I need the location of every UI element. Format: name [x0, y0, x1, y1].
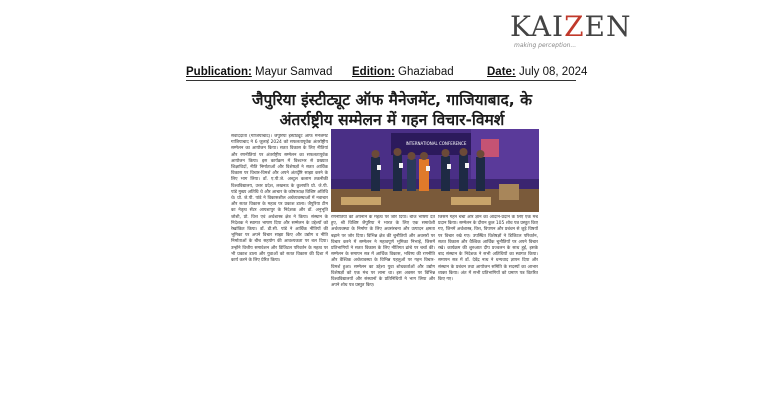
headline-line-2: अंतर्राष्ट्रीय सम्मेलन में गहन विचार-विमर्श [279, 111, 505, 129]
edition-field [352, 66, 454, 78]
publication-value: Mayur Samvad [255, 66, 333, 78]
kaizen-logo [510, 8, 632, 49]
article-column-2: रणनीतियों को अपनाने के महत्व पर जोर दिया। बीज भाषण देते हुए, श्री विशिष्ट जैपुरिया ने भारत के लिए एक समावेशी अर्थव्यवस्था के निर्माण के लिए अवसंरचना और उत्पादन क्षमता बढ़ाने पर जोर दिया। विभिन्न क्षेत्र की चुनौतियों और अवसरों पर विचार करने में सम्मेलन ने महत्वपूर्ण भूमिका निभाई, जिसमें प्रतिभागियों ने सतत विकास के लिए नीतिगत ढांचे पर चर्चा की। सम्मेलन के समापन सत्र में आर्थिक विकास, भविष्य की रणनीति और वैश्विक अर्थव्यवस्था के विभिन्न पहलुओं पर गहन विचार-विमर्श हुआ। सम्मेलन का उद्देश्य युवा शोधकर्ताओं और उद्योग विशेषज्ञों को एक मंच पर लाना था। इस अवसर पर विभिन्न विश्वविद्यालयों और संस्थानों के प्रतिनिधियों ने भाग लिया और अपने शोध पत्र प्रस्तुत किए। [331, 215, 435, 289]
meta-divider [186, 80, 576, 81]
headline-line-1: जैपुरिया इंस्टीट्यूट ऑफ मैनेजमेंट, गाजियाबाद, के [252, 91, 532, 109]
edition-value: Ghaziabad [398, 66, 454, 78]
date-value: July 08, 2024 [518, 66, 588, 78]
event-photo [331, 129, 539, 212]
publication-field [186, 66, 332, 78]
logo-word-post: EN [584, 10, 632, 43]
article-column-3: जिसमें गहन चर्चा और ज्ञान का आदान-प्रदान के लिए एक मंच प्रदान किया। सम्मेलन के दौरान कुल 105 शोध पत्र प्रस्तुत किए गए, जिनमें अर्थशास्त्र, वित्त, विपणन और प्रबंधन से जुड़े विषयों पर विचार रखे गए। उपस्थित विशेषज्ञों ने डिजिटल परिवर्तन, सतत विकास और वैश्विक आर्थिक चुनौतियों पर अपने विचार रखे। कार्यक्रम की शुरुआत दीप प्रज्वलन के साथ हुई, इसके बाद संस्थान के निदेशक ने सभी अतिथियों का स्वागत किया। समापन सत्र में डॉ. देवेंद्र नाथ ने धन्यवाद ज्ञापन दिया और संस्थान के प्रबंधन तथा आयोजन समिति के सदस्यों का आभार व्यक्त किया। अंत में सभी प्रतिभागियों को प्रमाण पत्र वितरित किए गए। [438, 215, 538, 283]
date-label: Date: [487, 66, 516, 78]
logo-word-pre: KAI [510, 10, 565, 43]
edition-label: Edition: [352, 66, 395, 78]
logo-wordmark [510, 10, 632, 43]
logo-tagline: making perception... [514, 42, 577, 49]
article-column-1: संवाददाता (गाजियाबाद)। जैपुरिया इंस्टीट्यूट ऑफ मैनेजमेंट गाजियाबाद ने 6 जुलाई 2024 को सफलतापूर्वक अंतर्राष्ट्रीय सम्मेलन का आयोजन किया। सतत विकास के लिए नीतियां और रणनीतियां पर अंतर्राष्ट्रीय सम्मेलन का सफलतापूर्वक आयोजन किया। इस कार्यक्रम में विश्वभर से प्रख्यात शिक्षाविदों, नीति निर्माताओं और विशेषज्ञों ने सतत आर्थिक विकास पर विचार-विमर्श और अपने अंतर्दृष्टि साझा करने के लिए भाग लिया। डॉ. ए.पी.जे. अब्दुल कलाम तकनीकी विश्वविद्यालय, उत्तर प्रदेश, लखनऊ के कुलपति प्रो. जे.पी. पांडे मुख्य अतिथि थे और आचार के कोषाध्यक्ष विशिष्ट अतिथि थे। प्रो. जे.पी. पांडे ने विकासशील अर्थव्यवस्थाओं में नवाचार और सतत विकास के महत्व पर प्रकाश डाला। जैपुरिया टीम का नेतृत्व सेंटर आयशापुर के निदेशक और डॉ. अनुभूति जोशी, प्रो. वित्त एवं अर्थशास्त्र क्षेत्र ने किया। संस्थान के निदेशक ने स्वागत भाषण दिया और सम्मेलन के उद्देश्यों को रेखांकित किया। डॉ. डी.सी. पांडे ने आर्थिक नीतियों की भूमिका पर अपने विचार साझा किए और उद्योग व नीति निर्माताओं के बीच सहयोग की आवश्यकता पर बल दिया। उन्होंने वित्तीय समावेशन और डिजिटल परिवर्तन के महत्व पर भी प्रकाश डाला और युवाओं को सतत विकास की दिशा में कार्य करने के लिए प्रेरित किया। [231, 134, 328, 264]
publication-label: Publication: [186, 66, 252, 78]
stage-banner-text: INTERNATIONAL CONFERENCE [405, 141, 467, 146]
date-field [487, 66, 587, 78]
logo-word-z: Z [564, 10, 585, 43]
